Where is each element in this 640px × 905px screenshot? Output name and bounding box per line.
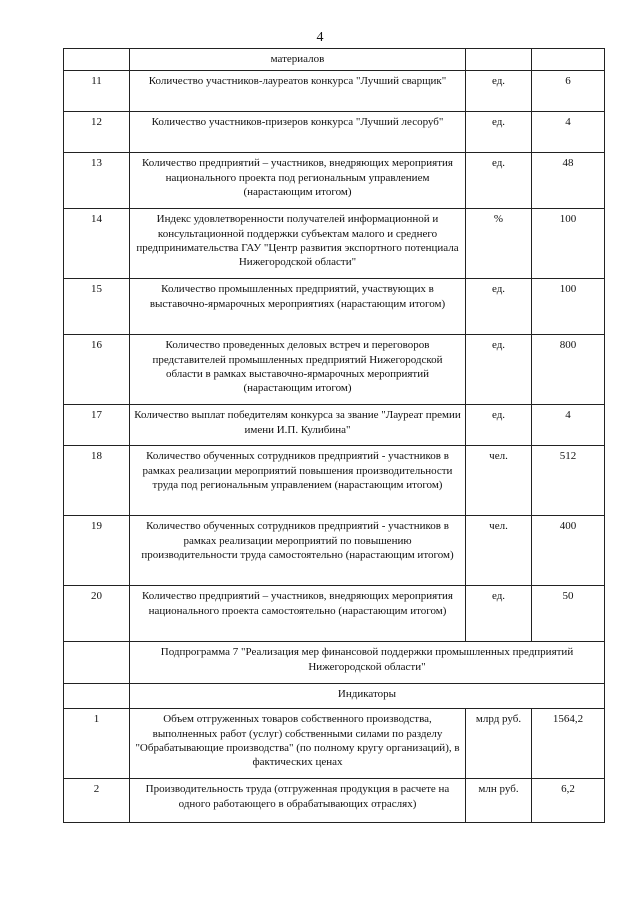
row-description: Количество участников-призеров конкурса "Лучший лесоруб" (130, 112, 466, 153)
row-value: 512 (532, 446, 605, 516)
row-description: Индекс удовлетворенности получателей информационной и консультационной поддержки субъектам малого и среднего предпринимательства ГАУ "Центр развития экспортного потенциала Нижегородской области" (130, 209, 466, 279)
row-number: 13 (64, 153, 130, 209)
row-description: Количество предприятий – участников, внедряющих мероприятия национального проекта самостоятельно (нарастающим итогом) (130, 586, 466, 642)
table-row (64, 335, 605, 405)
table-row (64, 209, 605, 279)
row-number: 20 (64, 586, 130, 642)
row-unit: ед. (466, 405, 532, 446)
subprogram-row (64, 642, 605, 684)
row-value: 800 (532, 335, 605, 405)
empty-cell (64, 49, 130, 71)
row-number: 11 (64, 71, 130, 112)
row-value: 6,2 (532, 779, 605, 823)
row-number: 12 (64, 112, 130, 153)
row-number: 15 (64, 279, 130, 335)
table-row (64, 709, 605, 779)
indicators-row (64, 684, 605, 709)
row-unit: ед. (466, 153, 532, 209)
row-unit: ед. (466, 335, 532, 405)
row-number: 1 (64, 709, 130, 779)
row-number: 14 (64, 209, 130, 279)
empty-cell (64, 684, 130, 709)
row-value: 4 (532, 112, 605, 153)
row-value: 100 (532, 279, 605, 335)
row-number: 18 (64, 446, 130, 516)
table-row (64, 516, 605, 586)
row-description: Количество проведенных деловых встреч и переговоров представителей промышленных предприятий Нижегородской области в рамках выставочно-ярмарочных мероприятий (нарастающим итогом) (130, 335, 466, 405)
row-unit: % (466, 209, 532, 279)
row-description: Количество промышленных предприятий, участвующих в выставочно-ярмарочных мероприятиях (нарастающим итогом) (130, 279, 466, 335)
empty-cell (466, 49, 532, 71)
row-value: 48 (532, 153, 605, 209)
row-unit: млн руб. (466, 779, 532, 823)
row-value: 100 (532, 209, 605, 279)
indicators-table (63, 48, 605, 823)
empty-cell (64, 642, 130, 684)
empty-cell (532, 49, 605, 71)
row-number: 19 (64, 516, 130, 586)
table-row (64, 586, 605, 642)
row-description: Количество обученных сотрудников предприятий - участников в рамках реализации мероприятий по повышению производительности труда самостоятельно (нарастающим итогом) (130, 516, 466, 586)
row-value: 1564,2 (532, 709, 605, 779)
indicators-heading: Индикаторы (130, 684, 605, 709)
row-value: 4 (532, 405, 605, 446)
row-unit: ед. (466, 71, 532, 112)
row-description: Количество участников-лауреатов конкурса "Лучший сварщик" (130, 71, 466, 112)
row-value: 50 (532, 586, 605, 642)
row-unit: ед. (466, 279, 532, 335)
table-row (64, 446, 605, 516)
subprogram-heading: Подпрограмма 7 "Реализация мер финансовой поддержки промышленных предприятий Нижегородской области" (130, 642, 605, 684)
row-number: 16 (64, 335, 130, 405)
table-row (64, 779, 605, 823)
table-body (64, 49, 605, 823)
row-unit: чел. (466, 516, 532, 586)
row-description: Количество предприятий – участников, внедряющих мероприятия национального проекта под региональным управлением (нарастающим итогом) (130, 153, 466, 209)
table-row (64, 405, 605, 446)
row-description: Производительность труда (отгруженная продукция в расчете на одного работающего в обрабатывающих отраслях) (130, 779, 466, 823)
row-unit: чел. (466, 446, 532, 516)
row-description: Количество обученных сотрудников предприятий - участников в рамках реализации мероприятий повышения производительности труда под региональным управлением (нарастающим итогом) (130, 446, 466, 516)
row-unit: млрд руб. (466, 709, 532, 779)
table-row (64, 279, 605, 335)
row-description: Количество выплат победителям конкурса за звание "Лауреат премии имени И.П. Кулибина" (130, 405, 466, 446)
table-row (64, 112, 605, 153)
row-number: 2 (64, 779, 130, 823)
continuation-row (64, 49, 605, 71)
row-description: Объем отгруженных товаров собственного производства, выполненных работ (услуг) собственными силами по разделу "Обрабатывающие производства" (по полному кругу организаций), в фактических ценах (130, 709, 466, 779)
row-value: 400 (532, 516, 605, 586)
row-number: 17 (64, 405, 130, 446)
continuation-text: материалов (130, 49, 466, 71)
table-row (64, 153, 605, 209)
row-unit: ед. (466, 586, 532, 642)
table-row (64, 71, 605, 112)
row-value: 6 (532, 71, 605, 112)
page-number: 4 (316, 30, 324, 45)
row-unit: ед. (466, 112, 532, 153)
